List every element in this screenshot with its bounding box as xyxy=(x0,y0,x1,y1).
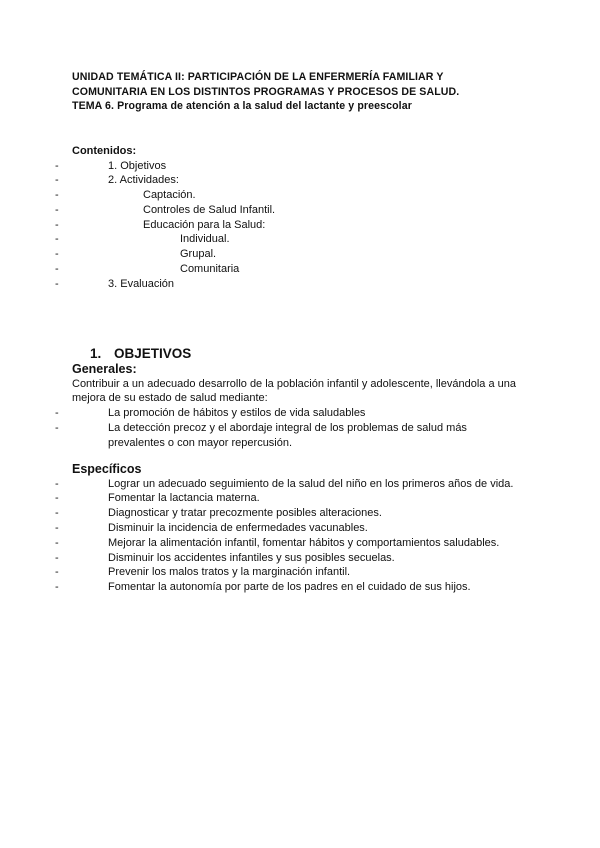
especificos-list xyxy=(72,477,542,595)
especificos-item: - Fomentar la autonomía por parte de los padres en el cuidado de sus hijos. xyxy=(72,580,542,595)
generales-item-continuation: prevalentes o con mayor repercusión. xyxy=(108,436,293,449)
section-title-text: OBJETIVOS xyxy=(114,345,192,361)
educacion-item-individual: - Individual. xyxy=(72,232,542,247)
header-line-3: TEMA 6. Programa de atención a la salud del lactante y preescolar xyxy=(72,100,412,112)
educacion-item-comunitaria: - Comunitaria xyxy=(72,262,542,277)
actividades-item-captacion: - Captación. xyxy=(72,188,542,203)
especificos-item: - Diagnosticar y tratar precozmente posibles alteraciones. xyxy=(72,506,542,521)
contenidos-item-evaluacion: - 3. Evaluación xyxy=(72,277,542,292)
generales-list xyxy=(72,406,542,436)
document-page xyxy=(72,70,542,595)
document-header xyxy=(72,70,542,114)
especificos-item: - Fomentar la lactancia materna. xyxy=(72,491,542,506)
contenidos-title: Contenidos: xyxy=(72,144,137,157)
actividades-item-educacion: - Educación para la Salud: xyxy=(72,218,542,233)
header-line-1: UNIDAD TEMÁTICA II: PARTICIPACIÓN DE LA ENFERMERÍA FAMILIAR Y xyxy=(72,71,444,83)
especificos-title: Específicos xyxy=(72,461,142,476)
generales-title: Generales: xyxy=(72,361,137,376)
especificos-item: - Disminuir la incidencia de enfermedades vacunables. xyxy=(72,521,542,536)
especificos-item: - Disminuir los accidentes infantiles y sus posibles secuelas. xyxy=(72,551,542,566)
especificos-item: - Lograr un adecuado seguimiento de la salud del niño en los primeros años de vida. xyxy=(72,477,542,492)
generales-intro-line-2: mejora de su estado de salud mediante: xyxy=(72,392,268,405)
section-title-objetivos xyxy=(72,346,542,362)
contenidos-list xyxy=(72,159,542,292)
especificos-item: - Prevenir los malos tratos y la marginación infantil. xyxy=(72,565,542,580)
contenidos-item-actividades: - 2. Actividades: xyxy=(72,173,542,188)
section-number: 1. xyxy=(90,345,102,361)
generales-item: - La detección precoz y el abordaje integral de los problemas de salud más xyxy=(72,421,542,436)
generales-intro-line-1: Contribuir a un adecuado desarrollo de la población infantil y adolescente, llevándola a una xyxy=(72,377,516,390)
especificos-item: - Mejorar la alimentación infantil, fomentar hábitos y comportamientos saludables. xyxy=(72,536,542,551)
educacion-item-grupal: - Grupal. xyxy=(72,247,542,262)
header-line-2: COMUNITARIA EN LOS DISTINTOS PROGRAMAS Y PROCESOS DE SALUD. xyxy=(72,85,460,98)
actividades-item-controles: - Controles de Salud Infantil. xyxy=(72,203,542,218)
generales-item: - La promoción de hábitos y estilos de vida saludables xyxy=(72,406,542,421)
contenidos-item-objetivos: - 1. Objetivos xyxy=(72,159,542,174)
